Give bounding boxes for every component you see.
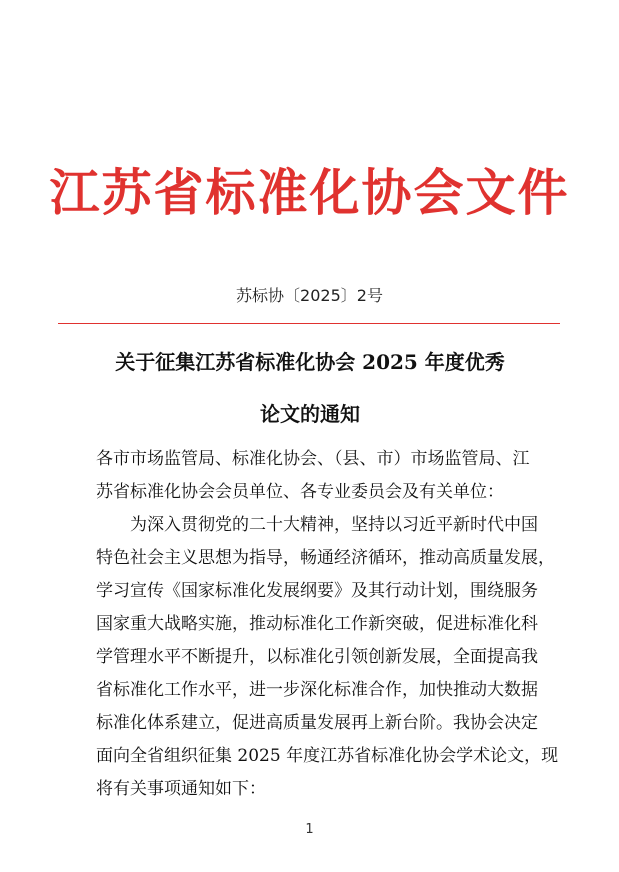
body-line: 为深入贯彻党的二十大精神，坚持以习近平新时代中国 [96,515,538,535]
document-number: 苏标协〔2025〕2号 [236,286,383,305]
body-line: 标准化体系建立，促进高质量发展再上新台阶。我协会决定 [96,713,538,733]
body-line: 苏省标准化协会会员单位、各专业委员会及有关单位： [96,482,504,502]
body-line: 将有关事项通知如下： [96,779,266,799]
body-line: 面向全省组织征集 2025 年度江苏省标准化协会学术论文，现 [96,746,559,766]
org-header-title: 江苏省标准化协会文件 [49,163,570,222]
red-divider-line [58,323,560,324]
body-line: 各市市场监管局、标准化协会、（县、市）市场监管局、江 [96,449,530,469]
body-line: 学管理水平不断提升，以标准化引领创新发展，全面提高我 [96,647,538,667]
notice-title-line-1: 关于征集江苏省标准化协会 2025 年度优秀 [115,350,505,374]
body-line: 学习宣传《国家标准化发展纲要》及其行动计划，围绕服务 [96,581,538,601]
body-line: 省标准化工作水平，进一步深化标准合作，加快推动大数据 [96,680,538,700]
body-line: 国家重大战略实施，推动标准化工作新突破，促进标准化科 [96,614,538,634]
page-number: 1 [305,822,314,837]
body-line: 特色社会主义思想为指导，畅通经济循环，推动高质量发展， [96,548,555,568]
notice-title-line-2: 论文的通知 [260,402,360,426]
